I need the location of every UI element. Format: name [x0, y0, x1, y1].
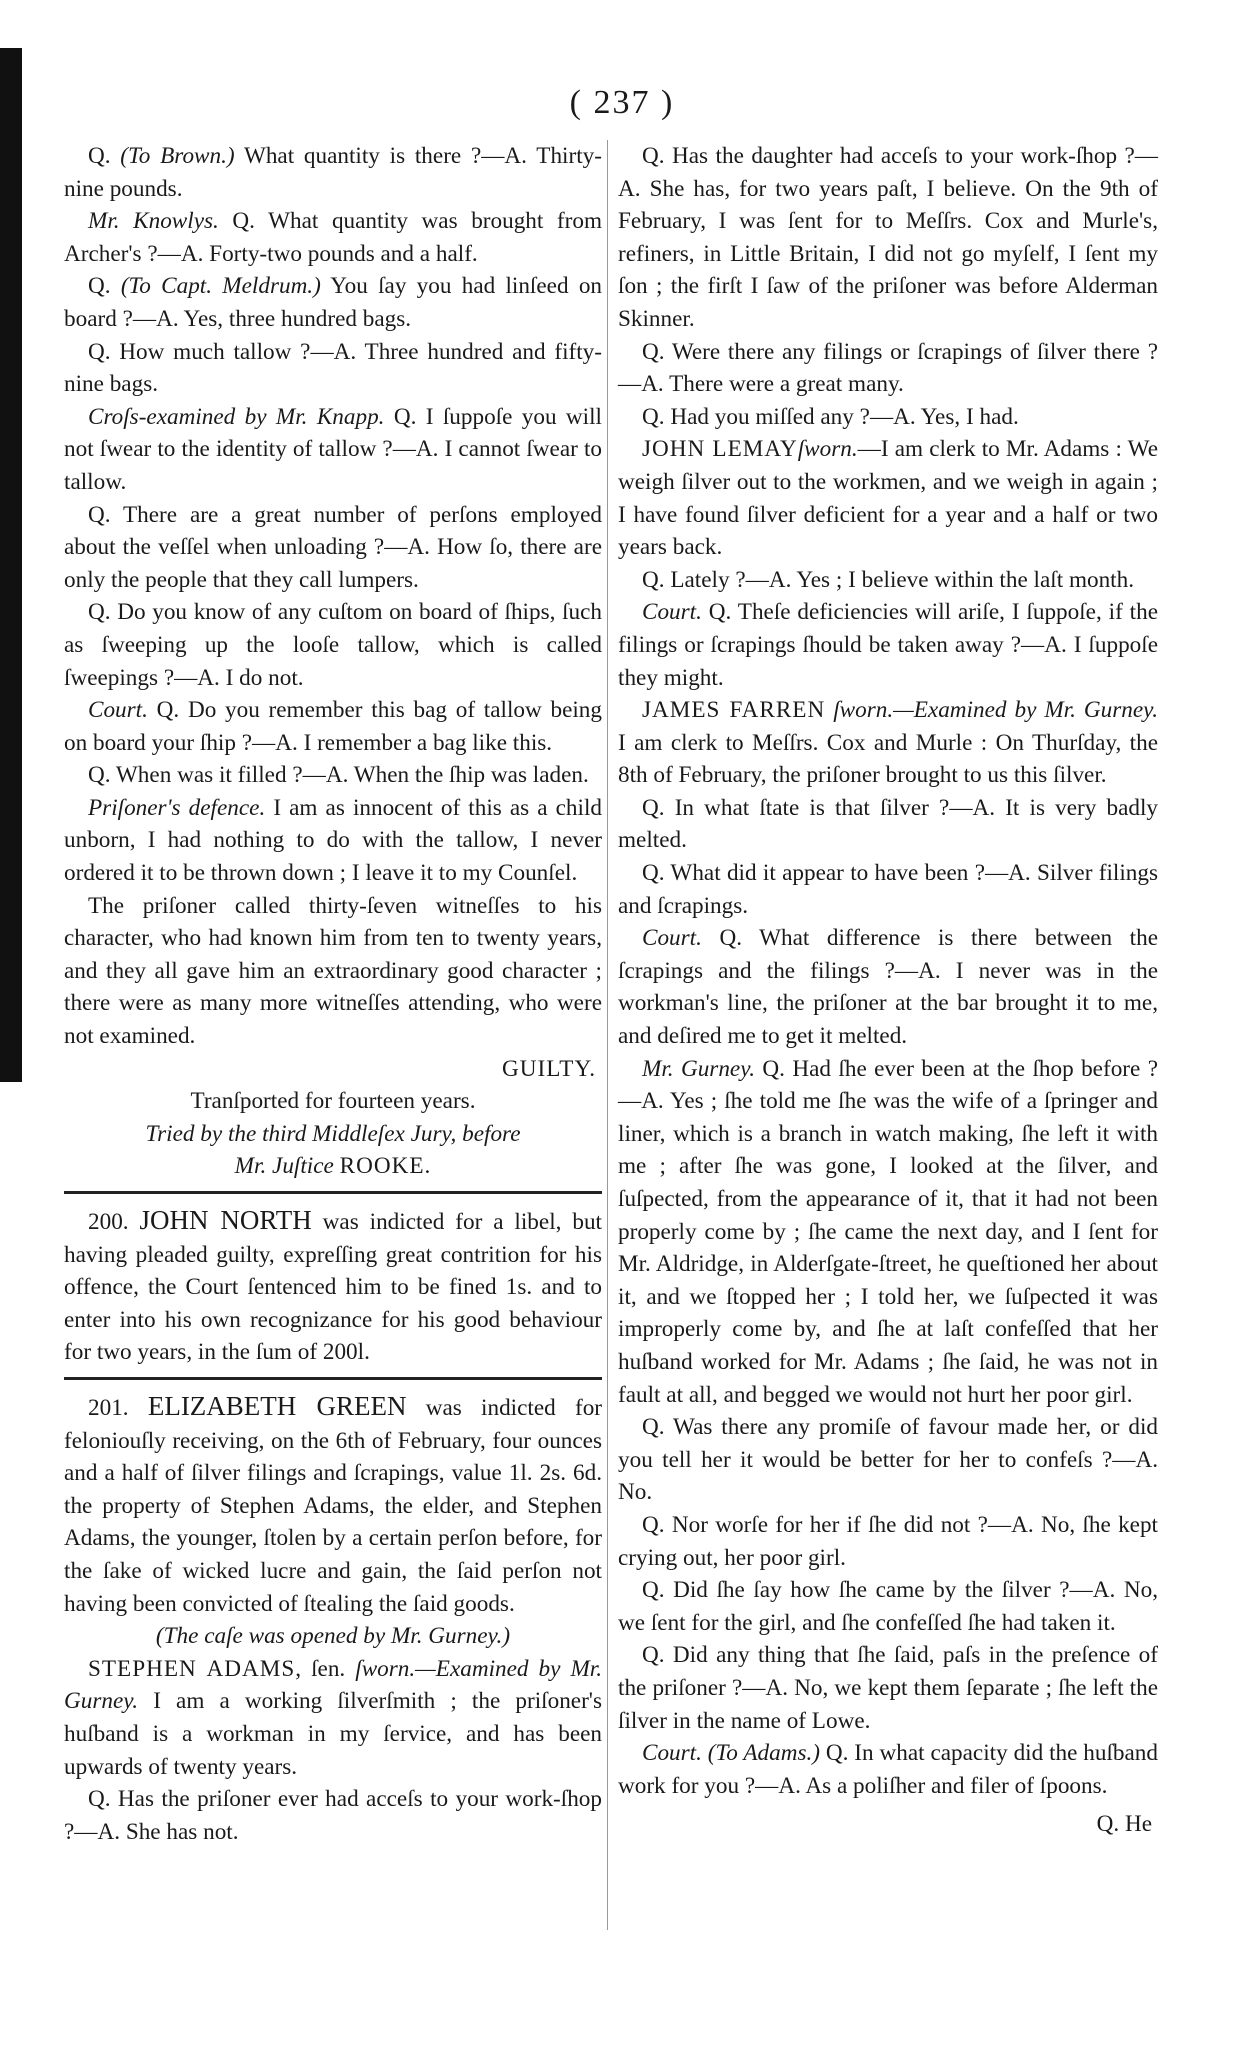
testimony-text: Q. What difference is there between the ſcrapings and the filings ?—A. I never was in the workman's line, the priſoner at the bar brought it to me, and deſired me to get it melted. [618, 925, 1158, 1050]
case-opened-note [64, 1620, 602, 1653]
defendant-name: JOHN NORTH [139, 1205, 312, 1235]
testimony-paragraph [64, 336, 602, 401]
speaker-label: (To Capt. Meldrum.) [120, 273, 321, 300]
testimony-paragraph [618, 596, 1158, 694]
testimony-text: Q. What quantity was brought from Archer's ?—A. Forty-two pounds and a half. [64, 208, 602, 267]
testimony-text: Q. There are a great number of perſons employed about the veſſel when unloading ?—A. How ſo, there are only the people that they call lumpers. [64, 501, 602, 593]
testimony-text: Q. Was there any promiſe of favour made her, or did you tell her it would be better for her to confeſs ?—A. No. [618, 1414, 1158, 1506]
sworn-label: ſworn. [797, 436, 858, 463]
testimony-text: I am as innocent of this as a child unborn, I had nothing to do with the tallow, I never ordered it to be thrown down ; I leave it to my Counſel. [64, 794, 603, 887]
case-number: 201. [88, 1394, 148, 1421]
testimony-paragraph [618, 140, 1158, 336]
testimony-paragraph [64, 759, 602, 792]
testimony-paragraph [64, 270, 602, 335]
sentence [64, 1085, 602, 1118]
testimony-paragraph [618, 1053, 1158, 1412]
testimony-text: Q. Lately ?—A. Yes ; I believe within the laſt month. [642, 566, 1135, 593]
testimony-text: Q. What did it appear to have been ?—A. Silver filings and ſcrapings. [618, 860, 1158, 919]
testimony-text: Q. Theſe deficiencies will ariſe, I ſuppoſe, if the filings or ſcrapings ſhould be taken away ?—A. I ſuppoſe they might. [618, 599, 1158, 691]
testimony-paragraph [618, 792, 1158, 857]
case-number: 200. [88, 1209, 140, 1235]
witness-sworn [618, 433, 1158, 563]
sworn-label: ſworn.—Examined by Mr. Gurney. [825, 697, 1158, 724]
justice-name: ROOKE. [339, 1153, 432, 1180]
testimony-text: Q. Had ſhe ever been at the ſhop before ?—A. Yes ; ſhe told me ſhe was the wife of a ſpringer and liner, which is a branch in watch making, ſhe left it with me ; after ſhe was gone, I looked at the ſilver, and ſuſpected, from the appearance of it, that it had not been properly come by ; ſhe came the next day, and I ſent for Mr. Aldridge, in Alderſgate-ſtreet, he queſtioned her about it, and we ſtopped her ; I told her, we ſuſpected it was improperly come by, and ſhe at laſt confeſſed that her huſband worked for Mr. Adams ; ſhe ſaid, he was not in fault at all, and begged we would not hurt her poor girl. [618, 1055, 1158, 1408]
testimony-text: Q. Were there any filings or ſcrapings of ſilver there ?—A. There were a great many. [618, 338, 1158, 398]
testimony-paragraph [64, 596, 602, 694]
testimony-text: Q. Had you miſſed any ?—A. Yes, I had. [642, 403, 1019, 430]
testimony-text: Q. Nor worſe for her if ſhe did not ?—A. No, ſhe kept crying out, her poor girl. [618, 1511, 1158, 1571]
speaker-label: Court. [88, 697, 148, 724]
case-text: was indicted for a libel, but having pleaded guilty, expreſſing great contrition for his offence, the Court ſentenced him to be fined 1s. and to enter into his own recognizance for his good behaviour for two years, in the ſum of 200l. [64, 1209, 602, 1366]
testimony-text: Q. In what ſtate is that ſilver ?—A. It is very badly melted. [618, 794, 1158, 854]
witness-name: JAMES FARREN [642, 697, 826, 724]
testimony-text: Q. How much tallow ?—A. Three hundred and fifty-nine bags. [64, 338, 602, 398]
testimony-paragraph [64, 401, 602, 499]
binding-edge [0, 48, 22, 1082]
case-entry [64, 1204, 602, 1369]
catchword [618, 1808, 1158, 1841]
testimony-paragraph [618, 336, 1158, 401]
speaker-label: Croſs-examined by Mr. Knapp. [88, 403, 385, 430]
testimony-text: Q. Do you know of any cuſtom on board of ſhips, ſuch as ſweeping up the looſe tallow, which is called ſweepings ?—A. I do not. [64, 599, 602, 691]
testimony-text: Q. Do you remember this bag of tallow being on board your ſhip ?—A. I remember a bag like this. [64, 697, 602, 756]
verdict-text: GUILTY. [502, 1055, 596, 1082]
testimony-text: Q. I ſuppoſe you will not ſwear to the identity of tallow ?—A. I cannot ſwear to tallow. [64, 403, 603, 495]
testimony-text: Q. Has the priſoner ever had acceſs to your work-ſhop ?—A. She has not. [64, 1786, 602, 1845]
witness-name: JOHN LEMAY [642, 436, 798, 463]
testimony-paragraph [618, 1737, 1158, 1802]
testimony-text: Q. Did ſhe ſay how ſhe came by the ſilver ?—A. No, we ſent for the girl, and ſhe confeſſed ſhe had taken it. [618, 1577, 1158, 1636]
testimony-text: Q. In what capacity did the huſband work for you ?—A. As a poliſher and filer of ſpoons. [618, 1740, 1158, 1799]
question-mark: Q. [88, 143, 121, 169]
speaker-label: Mr. Knowlys. [88, 208, 219, 235]
defendant-name: ELIZABETH GREEN [147, 1390, 407, 1421]
witness-suffix: , ſen. [295, 1655, 346, 1682]
witness-name: STEPHEN ADAMS [88, 1655, 296, 1682]
tried-before [64, 1118, 602, 1183]
testimony-text: Q. Did any thing that ſhe ſaid, paſs in the preſence of the priſoner ?—A. No, we kept them ſeparate ; ſhe left the ſilver in the name of Lowe. [618, 1642, 1158, 1734]
column-divider [607, 140, 608, 1930]
testimony-paragraph [64, 1783, 602, 1848]
justice-title: Mr. Juſtice [234, 1153, 340, 1180]
sworn-label: ſworn.—Examined by Mr. Gurney. [64, 1655, 603, 1715]
case-text: was indicted for feloniouſly receiving, on the 6th of February, four ounces and a half of ſilver filings and ſcrapings, value 1l. 2s. 6d. the property of Stephen Adams, the elder, and Stephen Adams, the younger, ſtolen by a certain perſon before, for the ſake of wicked lucre and gain, the ſaid perſon not having been convicted of ſtealing the ſaid goods. [64, 1394, 603, 1617]
speaker-label: Priſoner's defence. [88, 794, 266, 821]
testimony-text: You ſay you had linſeed on board ?—A. Yes, three hundred bags. [64, 273, 603, 332]
testimony-paragraph [64, 792, 602, 890]
sentence-text: Tranſported for fourteen years. [190, 1088, 476, 1115]
testimony-paragraph [618, 1509, 1158, 1574]
section-rule [64, 1377, 602, 1380]
testimony-text: I am clerk to Meſſrs. Cox and Murle : On Thurſday, the 8th of February, the priſoner brought to us this ſilver. [618, 729, 1158, 789]
case-entry [64, 1390, 602, 1620]
speaker-label: Court. (To Adams.) [642, 1740, 820, 1767]
narrative-text: The priſoner called thirty-ſeven witneſſes to his character, who had known him from ten to twenty years, and they all gave him an extraordinary good character ; there were as many more witneſſes attending, who were not examined. [64, 892, 602, 1050]
left-column [64, 140, 602, 1848]
speaker-label: Mr. Gurney. [642, 1055, 756, 1082]
testimony-paragraph [64, 140, 602, 205]
speaker-label: Court. [642, 599, 702, 626]
testimony-paragraph [618, 922, 1158, 1052]
testimony-text: Q. When was it filled ?—A. When the ſhip was laden. [88, 762, 589, 789]
testimony-text: —I am clerk to Mr. Adams : We weigh ſilver out to the workmen, and we weigh in again ; I have found ſilver deficient for a year and a half or two years back. [618, 436, 1158, 561]
testimony-paragraph [64, 499, 602, 597]
testimony-paragraph [618, 401, 1158, 434]
tried-line: Tried by the third Middleſex Jury, before [145, 1120, 521, 1147]
testimony-text: I am a working ſilverſmith ; the priſoner's huſband is a workman in my ſervice, and has been upwards of twenty years. [64, 1688, 602, 1780]
witness-sworn [618, 694, 1158, 792]
catchword-text: Q. He [1096, 1811, 1152, 1838]
right-column [618, 140, 1158, 1841]
testimony-paragraph [618, 1574, 1158, 1639]
testimony-text: What quantity is there ?—A. Thirty-nine pounds. [64, 143, 602, 202]
question-mark: Q. [88, 273, 121, 300]
verdict [64, 1053, 602, 1086]
testimony-paragraph [618, 857, 1158, 922]
opened-text: (The caſe was opened by Mr. Gurney.) [155, 1623, 511, 1650]
speaker-label: (To Brown.) [120, 143, 235, 169]
witness-sworn [64, 1653, 602, 1783]
testimony-text: Q. Has the daughter had acceſs to your work-ſhop ?—A. She has, for two years paſt, I believe. On the 9th of February, I was ſent for to Meſſrs. Cox and Murle's, refiners, in Little Britain, I did not go myſelf, I ſent my ſon ; the firſt I ſaw of the priſoner was before Alderman Skinner. [618, 143, 1158, 332]
testimony-paragraph [618, 1411, 1158, 1509]
testimony-paragraph [618, 564, 1158, 597]
section-rule [64, 1191, 602, 1194]
testimony-paragraph [64, 205, 602, 270]
testimony-paragraph [64, 694, 602, 759]
testimony-paragraph [618, 1639, 1158, 1737]
page-number: ( 237 ) [569, 84, 675, 121]
speaker-label: Court. [642, 925, 702, 952]
narrative-paragraph [64, 890, 602, 1053]
